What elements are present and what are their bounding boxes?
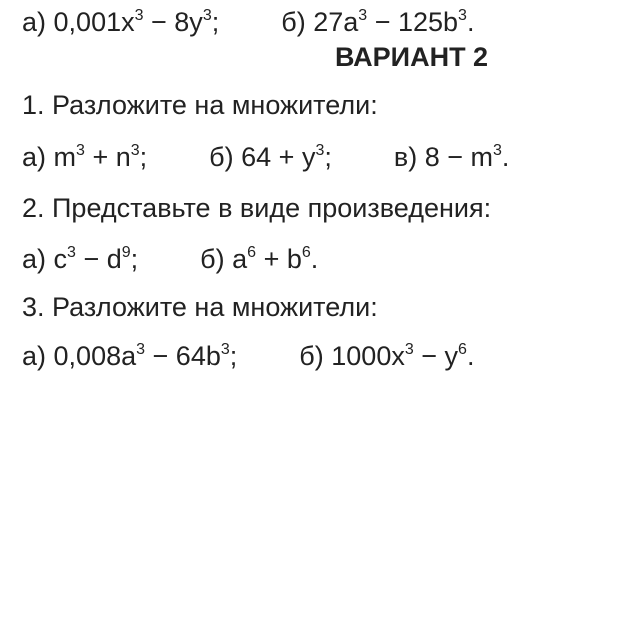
term: − 125b (367, 7, 459, 37)
exponent: 3 (134, 7, 144, 24)
exponent: 6 (458, 341, 467, 358)
task2-title: 2. Представьте в виде произведения: (22, 193, 492, 223)
term: 0,001x (53, 7, 135, 37)
exponent: 3 (136, 341, 146, 358)
top-expression-a (22, 6, 219, 43)
task3-expression-b (299, 340, 474, 377)
exponent: 3 (404, 341, 414, 358)
punctuation: ; (139, 142, 148, 172)
punctuation: . (466, 7, 475, 37)
task1-expression-b (209, 141, 332, 178)
term: − 64b (145, 341, 221, 371)
task2-expression-b (200, 243, 318, 280)
exponent: 3 (358, 7, 368, 24)
term: + n (84, 142, 131, 172)
term: m (53, 142, 77, 172)
exponent: 3 (67, 244, 76, 261)
exponent: 3 (493, 142, 502, 159)
task1-title: 1. Разложите на множители: (22, 90, 378, 120)
term: − y (413, 341, 459, 371)
punctuation: ; (229, 341, 238, 371)
item-label: а) (22, 341, 47, 371)
top-expressions-line (22, 6, 474, 43)
exponent: 3 (76, 142, 85, 159)
exponent: 3 (458, 7, 467, 24)
task3-title: 3. Разложите на множители: (22, 292, 378, 322)
item-label: в) (393, 142, 418, 172)
exponent: 3 (130, 142, 140, 159)
term: 1000x (331, 341, 405, 371)
punctuation: . (310, 244, 319, 274)
exponent: 3 (220, 341, 230, 358)
punctuation: ; (130, 244, 139, 274)
exponent: 6 (301, 244, 311, 261)
term: − 8y (143, 7, 203, 37)
task1-expression-a (22, 141, 147, 178)
exponent: 9 (121, 244, 131, 261)
task1-expression-c (394, 141, 510, 178)
item-label: б) (299, 341, 324, 371)
term: 0,008a (53, 341, 137, 371)
task1-expressions (22, 141, 509, 178)
term: − d (75, 244, 122, 274)
exponent: 3 (202, 7, 212, 24)
task3-expressions (22, 340, 474, 377)
term: 8 − m (424, 142, 494, 172)
term: 64 + y (241, 142, 316, 172)
exponent: 6 (247, 244, 257, 261)
punctuation: . (501, 142, 510, 172)
task2-expression-a (22, 243, 138, 280)
item-label: а) (22, 142, 47, 172)
term: 27a (313, 7, 359, 37)
item-label: б) (281, 7, 306, 37)
task2-expressions (22, 243, 318, 280)
item-label: а) (22, 244, 47, 274)
term: a (232, 244, 248, 274)
term: c (53, 244, 68, 274)
punctuation: ; (211, 7, 220, 37)
exponent: 3 (315, 142, 325, 159)
term: + b (256, 244, 302, 274)
punctuation: . (466, 341, 475, 371)
punctuation: ; (324, 142, 332, 172)
item-label: б) (200, 244, 225, 274)
item-label: б) (209, 142, 234, 172)
task3-expression-a (22, 340, 237, 377)
variant-title: ВАРИАНТ 2 (335, 42, 489, 72)
item-label: а) (22, 7, 47, 37)
top-expression-b (281, 6, 474, 43)
